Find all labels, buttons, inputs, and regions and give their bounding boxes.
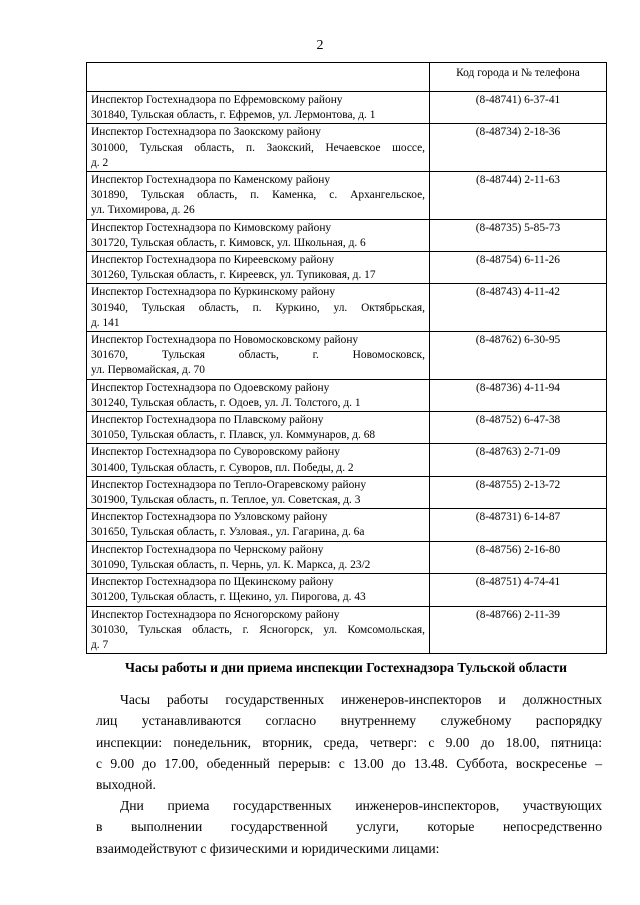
address-line: Инспектор Гостехнадзора по Плавскому району xyxy=(91,414,324,427)
table-row xyxy=(87,476,607,508)
address-line: Инспектор Гостехнадзора по Каменскому району xyxy=(91,174,331,187)
phone-cell: (8-48754) 6-11-26 xyxy=(430,252,607,284)
address-line: Инспектор Гостехнадзора по Тепло-Огаревскому району xyxy=(91,478,367,491)
address-line: д. 7 xyxy=(91,638,109,651)
address-line: 301260, Тульская область, г. Киреевск, ул. Тупиковая, д. 17 xyxy=(91,269,376,282)
inspector-address-cell xyxy=(87,219,430,251)
paragraph-line: выходной. xyxy=(96,777,156,793)
address-line: ул. Первомайская, д. 70 xyxy=(91,364,205,377)
address-line: Инспектор Гостехнадзора по Новомосковскому району xyxy=(91,334,359,347)
address-line: ул. Тихомирова, д. 26 xyxy=(91,204,195,217)
address-line: 301720, Тульская область, г. Кимовск, ул. Школьная, д. 6 xyxy=(91,236,366,249)
phone-cell: (8-48755) 2-13-72 xyxy=(430,476,607,508)
paragraph-line: Дни приема государственных инженеров-инспекторов, участвующих xyxy=(120,798,602,813)
address-line: Инспектор Гостехнадзора по Суворовскому району xyxy=(91,446,340,459)
paragraph-line: лиц устанавливаются согласно внутреннему служебному распорядку xyxy=(96,713,602,729)
phone-cell: (8-48763) 2-71-09 xyxy=(430,444,607,476)
page-number: 2 xyxy=(316,38,324,53)
address-line: 301050, Тульская область, г. Плавск, ул. Коммунаров, д. 68 xyxy=(91,429,376,442)
inspector-address-cell xyxy=(87,252,430,284)
address-line: 301030, Тульская область, г. Ясногорск, ул. Комсомольская, xyxy=(91,623,425,636)
phone-cell: (8-48735) 5-85-73 xyxy=(430,219,607,251)
inspector-address-cell xyxy=(87,379,430,411)
phone-cell: (8-48743) 4-11-42 xyxy=(430,284,607,332)
phone-cell: (8-48756) 2-16-80 xyxy=(430,541,607,573)
phone-cell: (8-48734) 2-18-36 xyxy=(430,124,607,172)
paragraph-line: взаимодействуют с физическими и юридическими лицами: xyxy=(96,840,440,856)
table-row xyxy=(87,444,607,476)
paragraph-line: в выполнении государственной услуги, которые непосредственно xyxy=(96,819,602,835)
phone-cell: (8-48736) 4-11-94 xyxy=(430,379,607,411)
inspector-address-cell xyxy=(87,92,430,124)
table-row xyxy=(87,92,607,124)
address-line: 301240, Тульская область, г. Одоев, ул. Л. Толстого, д. 1 xyxy=(91,396,361,409)
address-line: 301090, Тульская область, п. Чернь, ул. К. Маркса, д. 23/2 xyxy=(91,558,371,571)
inspector-address-cell xyxy=(87,172,430,220)
table-row xyxy=(87,379,607,411)
paragraph-line: инспекции: понедельник, вторник, среда, четверг: с 9.00 до 18.00, пятница: xyxy=(96,734,602,750)
inspector-address-cell xyxy=(87,124,430,172)
address-line: Инспектор Гостехнадзора по Чернскому району xyxy=(91,543,324,556)
address-line: 301650, Тульская область, г. Узловая., ул. Гагарина, д. 6а xyxy=(91,526,365,539)
phone-cell: (8-48731) 6-14-87 xyxy=(430,509,607,541)
table-row xyxy=(87,509,607,541)
inspector-address-cell xyxy=(87,606,430,654)
paragraph-line: с 9.00 до 17.00, обеденный перерыв: с 13.00 до 13.48. Суббота, воскресенье – xyxy=(96,755,602,771)
table-row xyxy=(87,541,607,573)
working-hours-paragraph xyxy=(96,689,602,795)
address-line: 301840, Тульская область, г. Ефремов, ул. Лермонтова, д. 1 xyxy=(91,109,376,122)
phone-cell: (8-48766) 2-11-39 xyxy=(430,606,607,654)
table-row xyxy=(87,124,607,172)
phone-cell: (8-48752) 6-47-38 xyxy=(430,412,607,444)
address-line: Инспектор Гостехнадзора по Узловскому району xyxy=(91,511,328,524)
inspectors-contact-table xyxy=(86,62,607,654)
address-line: Инспектор Гостехнадзора по Заокскому району xyxy=(91,126,321,139)
address-line: Инспектор Гостехнадзора по Кимовскому району xyxy=(91,221,332,234)
inspector-address-cell xyxy=(87,476,430,508)
address-line: 301900, Тульская область, п. Теплое, ул. Советская, д. 3 xyxy=(91,494,361,507)
phone-cell: (8-48751) 4-74-41 xyxy=(430,574,607,606)
address-line: Инспектор Гостехнадзора по Куркинскому району xyxy=(91,286,336,299)
address-line: 301890, Тульская область, п. Каменка, с. Архангельское, xyxy=(91,189,425,202)
address-line: Инспектор Гостехнадзора по Киреевскому району xyxy=(91,254,335,267)
header-inspector xyxy=(87,63,430,92)
table-row xyxy=(87,606,607,654)
paragraph-line: Часы работы государственных инженеров-инспекторов и должностных xyxy=(120,692,602,707)
section-heading: Часы работы и дни приема инспекции Гостехнадзора Тульской области xyxy=(125,660,567,675)
inspector-address-cell xyxy=(87,444,430,476)
address-line: Инспектор Гостехнадзора по Ефремовскому району xyxy=(91,94,343,106)
address-line: 301940, Тульская область, п. Куркино, ул. Октябрьская, xyxy=(91,301,425,314)
address-line: д. 141 xyxy=(91,316,120,329)
table-row xyxy=(87,332,607,380)
inspector-address-cell xyxy=(87,284,430,332)
phone-cell: (8-48762) 6-30-95 xyxy=(430,332,607,380)
phone-cell: (8-48744) 2-11-63 xyxy=(430,172,607,220)
address-line: 301670, Тульская область, г. Новомосковск, xyxy=(91,349,425,362)
table-row xyxy=(87,574,607,606)
address-line: 301200, Тульская область, г. Щекино, ул. Пирогова, д. 43 xyxy=(91,591,366,604)
inspector-address-cell xyxy=(87,509,430,541)
reception-days-paragraph xyxy=(96,795,602,859)
table-row xyxy=(87,284,607,332)
phone-cell: (8-48741) 6-37-41 xyxy=(430,92,607,124)
inspector-address-cell xyxy=(87,574,430,606)
table-row xyxy=(87,412,607,444)
table-row xyxy=(87,172,607,220)
inspector-address-cell xyxy=(87,412,430,444)
inspector-address-cell xyxy=(87,541,430,573)
table-body xyxy=(87,92,607,654)
table-row xyxy=(87,219,607,251)
inspector-address-cell xyxy=(87,332,430,380)
address-line: д. 2 xyxy=(91,156,109,169)
table-header-row xyxy=(87,63,607,92)
address-line: 301000, Тульская область, п. Заокский, Нечаевское шоссе, xyxy=(91,141,425,154)
table-row xyxy=(87,252,607,284)
address-line: Инспектор Гостехнадзора по Ясногорскому району xyxy=(91,608,340,621)
header-phone: Код города и № телефона xyxy=(430,63,607,92)
address-line: 301400, Тульская область, г. Суворов, пл. Победы, д. 2 xyxy=(91,461,354,474)
address-line: Инспектор Гостехнадзора по Щекинскому району xyxy=(91,576,334,589)
address-line: Инспектор Гостехнадзора по Одоевскому району xyxy=(91,381,330,394)
